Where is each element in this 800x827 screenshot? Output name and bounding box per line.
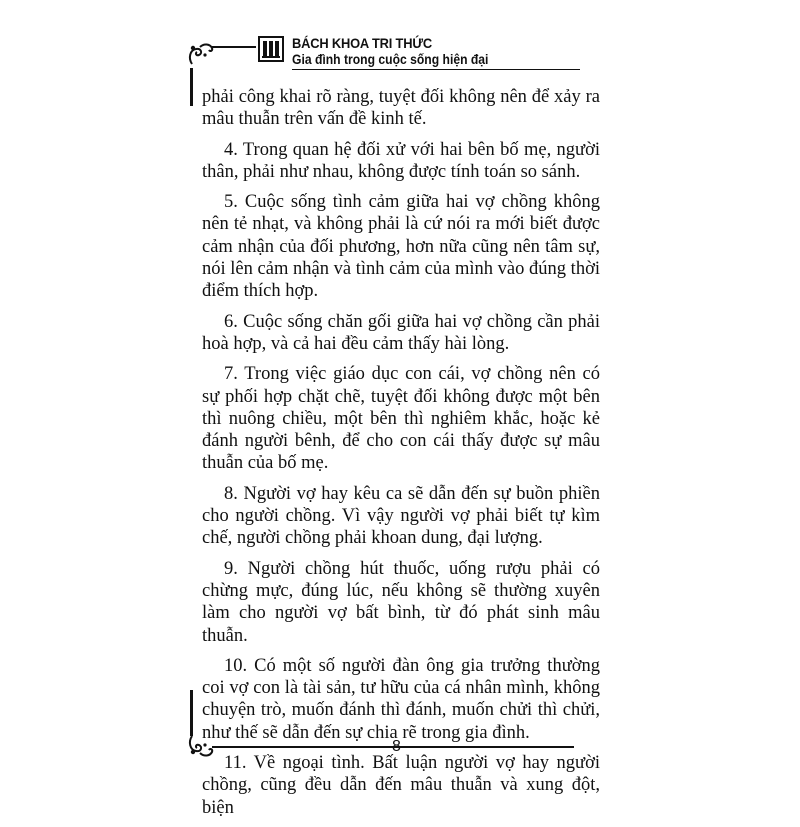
paragraph-item-6: 6. Cuộc sống chăn gối giữa hai vợ chồng cần phải hoà hợp, và cả hai đều cảm thấy hài lòng.: [202, 311, 600, 354]
paragraph-item-7: 7. Trong việc giáo dục con cái, vợ chồng nên có sự phối hợp chặt chẽ, tuyệt đối không được một bên thì nuông chiều, một bên thì nghiêm khắc, hoặc kẻ đánh người bênh, để cho con cái thấy được sự mâu thuẫn của bố mẹ.: [202, 364, 600, 474]
paragraph-item-4: 4. Trong quan hệ đối xử với hai bên bố mẹ, người thân, phải như nhau, không được tính toán so sánh.: [202, 139, 600, 182]
header-rule-under-title: [292, 69, 580, 70]
paragraph-item-9: 9. Người chồng hút thuốc, uống rượu phải có chừng mực, đúng lúc, nếu không sẽ thường xuyên làm cho người vợ bất bình, từ đó phát sinh mâu thuẫn.: [202, 558, 600, 646]
series-title: BÁCH KHOA TRI THỨC: [292, 35, 432, 51]
flourish-ornament-icon: [186, 40, 216, 70]
paragraph-item-5: 5. Cuộc sống tình cảm giữa hai vợ chồng không nên tẻ nhạt, và không phải là cứ nói ra mới biết được cảm nhận của đối phương, hơn nữa cũng nên tâm sự, nói lên cảm nhận và tình cảm của mình vào đúng thời điểm thích hợp.: [202, 192, 600, 302]
paragraph-item-8: 8. Người vợ hay kêu ca sẽ dẫn đến sự buồn phiền cho người chồng. Vì vậy người vợ phải biết tự kìm chế, người chồng phải khoan dung, đại lượng.: [202, 483, 600, 549]
book-title: Gia đình trong cuộc sống hiện đại: [292, 52, 489, 67]
page-number: 8: [392, 738, 401, 755]
book-series-logo-icon: [258, 36, 284, 62]
paragraph-item-11: 11. Về ngoại tình. Bất luận người vợ hay người chồng, cũng đều dẫn đến mâu thuẫn và xung đột, biện: [202, 753, 600, 818]
paragraph-continuation: phải công khai rõ ràng, tuyệt đối không nên để xảy ra mâu thuẫn trên vấn đề kinh tế.: [202, 87, 600, 130]
header-rule-left: [212, 46, 256, 48]
paragraph-item-10: 10. Có một số người đàn ông gia trưởng thường coi vợ con là tài sản, tư hữu của cá nhân mình, không chuyện trò, muốn đánh thì đánh, muốn chửi thì chửi, như thế sẽ dẫn đến sự chia rẽ trong gia đình.: [202, 655, 600, 743]
flourish-ornament-icon: [186, 730, 216, 760]
left-border-top: [190, 68, 193, 106]
page-body: [202, 86, 600, 827]
